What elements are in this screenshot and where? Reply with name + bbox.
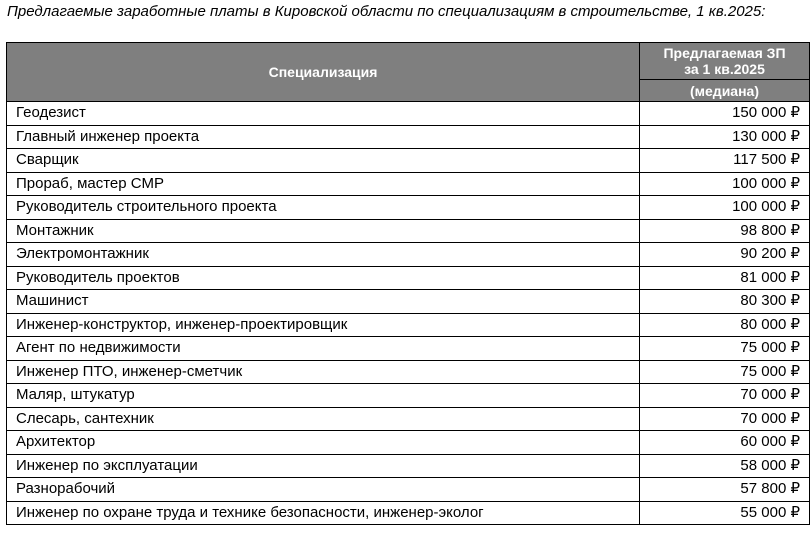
table-row — [7, 243, 810, 267]
specialization-cell: Инженер-конструктор, инженер-проектировщик — [7, 313, 640, 337]
salary-cell: 80 000 ₽ — [640, 313, 810, 337]
specialization-cell: Машинист — [7, 290, 640, 314]
table-row — [7, 125, 810, 149]
table-row — [7, 360, 810, 384]
column-header-median: (медиана) — [640, 80, 810, 102]
salary-cell: 80 300 ₽ — [640, 290, 810, 314]
salary-cell: 58 000 ₽ — [640, 454, 810, 478]
salary-cell: 98 800 ₽ — [640, 219, 810, 243]
table-row — [7, 337, 810, 361]
specialization-cell: Руководитель строительного проекта — [7, 196, 640, 220]
table-header — [7, 43, 810, 102]
salary-cell: 100 000 ₽ — [640, 196, 810, 220]
table-row — [7, 290, 810, 314]
specialization-cell: Инженер по охране труда и технике безопасности, инженер-эколог — [7, 501, 640, 525]
specialization-cell: Разнорабочий — [7, 478, 640, 502]
table-row — [7, 407, 810, 431]
specialization-cell: Электромонтажник — [7, 243, 640, 267]
column-header-specialization: Специализация — [7, 43, 640, 102]
specialization-cell: Маляр, штукатур — [7, 384, 640, 408]
salary-cell: 55 000 ₽ — [640, 501, 810, 525]
column-header-salary-line2: за 1 кв.2025 — [684, 61, 765, 77]
table-row — [7, 478, 810, 502]
table-row — [7, 196, 810, 220]
specialization-cell: Агент по недвижимости — [7, 337, 640, 361]
specialization-cell: Геодезист — [7, 102, 640, 126]
salary-cell: 90 200 ₽ — [640, 243, 810, 267]
table-row — [7, 501, 810, 525]
table-row — [7, 384, 810, 408]
column-header-salary-line1: Предлагаемая ЗП — [663, 45, 786, 61]
salary-cell: 75 000 ₽ — [640, 337, 810, 361]
table-row — [7, 431, 810, 455]
page-title: Предлагаемые заработные платы в Кировской области по специализациям в строительстве, 1 кв.2025: — [7, 3, 766, 20]
specialization-cell: Монтажник — [7, 219, 640, 243]
salary-cell: 81 000 ₽ — [640, 266, 810, 290]
salary-table — [6, 42, 810, 525]
specialization-cell: Прораб, мастер СМР — [7, 172, 640, 196]
salary-cell: 117 500 ₽ — [640, 149, 810, 173]
salary-cell: 70 000 ₽ — [640, 407, 810, 431]
specialization-cell: Слесарь, сантехник — [7, 407, 640, 431]
specialization-cell: Руководитель проектов — [7, 266, 640, 290]
table-row — [7, 219, 810, 243]
table-row — [7, 172, 810, 196]
table-row — [7, 313, 810, 337]
specialization-cell: Главный инженер проекта — [7, 125, 640, 149]
specialization-cell: Сварщик — [7, 149, 640, 173]
salary-cell: 75 000 ₽ — [640, 360, 810, 384]
table-body — [7, 102, 810, 525]
table-row — [7, 266, 810, 290]
column-header-salary — [640, 43, 810, 80]
specialization-cell: Инженер по эксплуатации — [7, 454, 640, 478]
table-row — [7, 149, 810, 173]
salary-cell: 70 000 ₽ — [640, 384, 810, 408]
table-row — [7, 454, 810, 478]
salary-cell: 130 000 ₽ — [640, 125, 810, 149]
salary-cell: 57 800 ₽ — [640, 478, 810, 502]
salary-cell: 150 000 ₽ — [640, 102, 810, 126]
salary-cell: 100 000 ₽ — [640, 172, 810, 196]
specialization-cell: Архитектор — [7, 431, 640, 455]
specialization-cell: Инженер ПТО, инженер-сметчик — [7, 360, 640, 384]
table-row — [7, 102, 810, 126]
salary-cell: 60 000 ₽ — [640, 431, 810, 455]
